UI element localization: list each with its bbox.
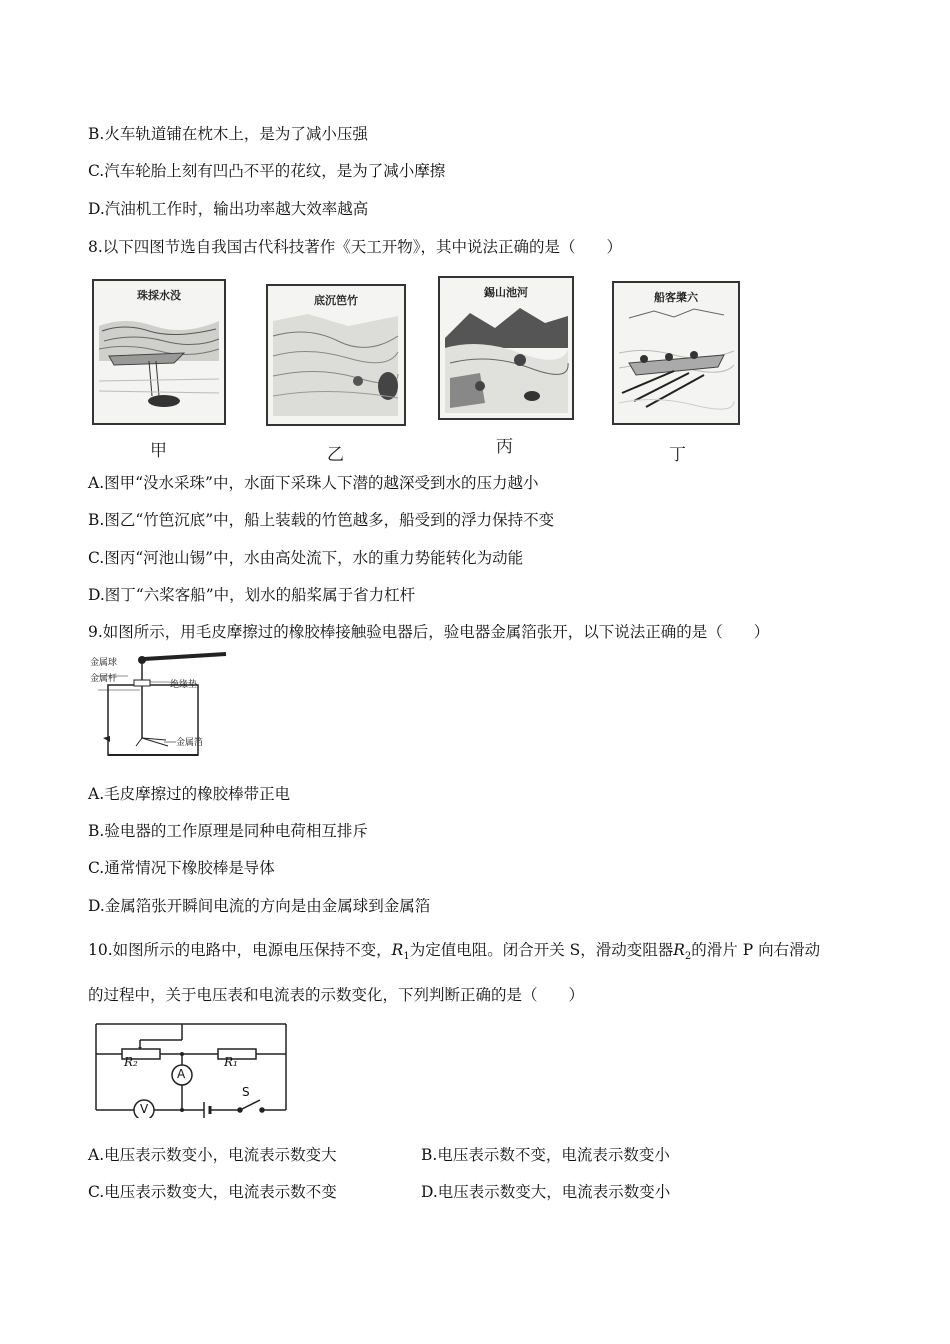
- label-metal-ball: 金属球: [90, 658, 118, 668]
- picture-yi-title: 底沉笆竹: [314, 294, 358, 307]
- picture-ding: [612, 281, 740, 425]
- picture-ding-title: 船客槳六: [654, 291, 698, 304]
- picture-ding-caption: 丁: [669, 445, 686, 465]
- circuit-diagram: [88, 1018, 298, 1118]
- picture-bing: [438, 276, 574, 420]
- q10-stem-part1: 10.如图所示的电路中，电源电压保持不变，: [88, 941, 392, 959]
- rubber-rod: [144, 654, 226, 659]
- picture-yi: [266, 284, 406, 426]
- switch-blade: [242, 1100, 260, 1109]
- label-ammeter: A: [177, 1067, 186, 1081]
- label-r1: R₁: [224, 1055, 238, 1069]
- tin-mining-drawing: [440, 278, 572, 418]
- label-insulating-pad: 绝缘垫: [170, 680, 198, 690]
- label-voltmeter: V: [140, 1102, 149, 1116]
- metal-ball: [138, 656, 146, 664]
- q7-option-b: B.火车轨道铺在枕木上，是为了减小压强: [88, 125, 368, 143]
- r1-symbol: R: [391, 941, 404, 959]
- q10-stem-line2: 的过程中，关于电压表和电流表的示数变化，下列判断正确的是（ ）: [88, 986, 585, 1004]
- label-metal-rod: 金属杆: [90, 674, 118, 684]
- label-metal-foil: 金属箔: [176, 738, 204, 748]
- label-switch: S: [242, 1085, 250, 1099]
- q9-option-a: A.毛皮摩擦过的橡胶棒带正电: [88, 785, 291, 803]
- picture-jia: [92, 279, 226, 425]
- r1-subscript: 1: [403, 951, 410, 963]
- bamboo-sinking-drawing: [268, 286, 404, 424]
- q10-option-b: B.电压表示数不变，电流表示数变小: [421, 1146, 670, 1164]
- label-r2: R₂: [124, 1055, 138, 1069]
- r2-symbol: R: [673, 941, 685, 959]
- picture-yi-caption: 乙: [327, 445, 344, 465]
- electroscope-figure: [88, 650, 238, 770]
- q10-option-a: A.电压表示数变小，电流表示数变大: [88, 1146, 337, 1164]
- pearl-diving-drawing: [94, 281, 224, 423]
- q8-option-d: D.图丁“六桨客船”中，划水的船桨属于省力杠杆: [88, 586, 416, 604]
- picture-jia-caption: 甲: [150, 441, 167, 461]
- q8-option-a: A.图甲“没水采珠”中，水面下采珠人下潜的越深受到水的压力越小: [88, 474, 539, 492]
- q9-stem: 9.如图所示，用毛皮摩擦过的橡胶棒接触验电器后，验电器金属箔张开，以下说法正确的是（ ）: [88, 623, 770, 641]
- q7-option-d: D.汽油机工作时，输出功率越大效率越高: [88, 200, 369, 218]
- q9-option-d: D.金属箔张开瞬间电流的方向是由金属球到金属箔: [88, 897, 431, 915]
- picture-bing-title: 錫山池河: [484, 286, 528, 299]
- rowing-boat-drawing: [614, 283, 738, 423]
- q7-option-c: C.汽车轮胎上刻有凹凸不平的花纹，是为了减小摩擦: [88, 162, 446, 180]
- picture-bing-caption: 丙: [496, 437, 513, 457]
- q8-option-b: B.图乙“竹笆沉底”中，船上装载的竹笆越多，船受到的浮力保持不变: [88, 511, 555, 529]
- q8-option-c: C.图丙“河池山锡”中，水由高处流下，水的重力势能转化为动能: [88, 549, 524, 567]
- r2-subscript: 2: [684, 951, 692, 963]
- q10-option-c: C.电压表示数变大，电流表示数不变: [88, 1183, 337, 1201]
- insulating-pad: [134, 680, 150, 686]
- q10-stem-part2: 为定值电阻。闭合开关 S，滑动变阻器: [409, 941, 674, 959]
- q8-stem: 8.以下四图节选自我国古代科技著作《天工开物》，其中说法正确的是（ ）: [88, 238, 623, 256]
- q10-option-d: D.电压表示数变大，电流表示数变小: [421, 1183, 671, 1201]
- q9-option-c: C.通常情况下橡胶棒是导体: [88, 859, 275, 877]
- q10-stem-part3: 的滑片 P 向右滑动: [691, 941, 821, 959]
- q10-stem-line1: [88, 940, 820, 967]
- q9-option-b: B.验电器的工作原理是同种电荷相互排斥: [88, 822, 368, 840]
- picture-jia-title: 珠採水没: [137, 289, 181, 302]
